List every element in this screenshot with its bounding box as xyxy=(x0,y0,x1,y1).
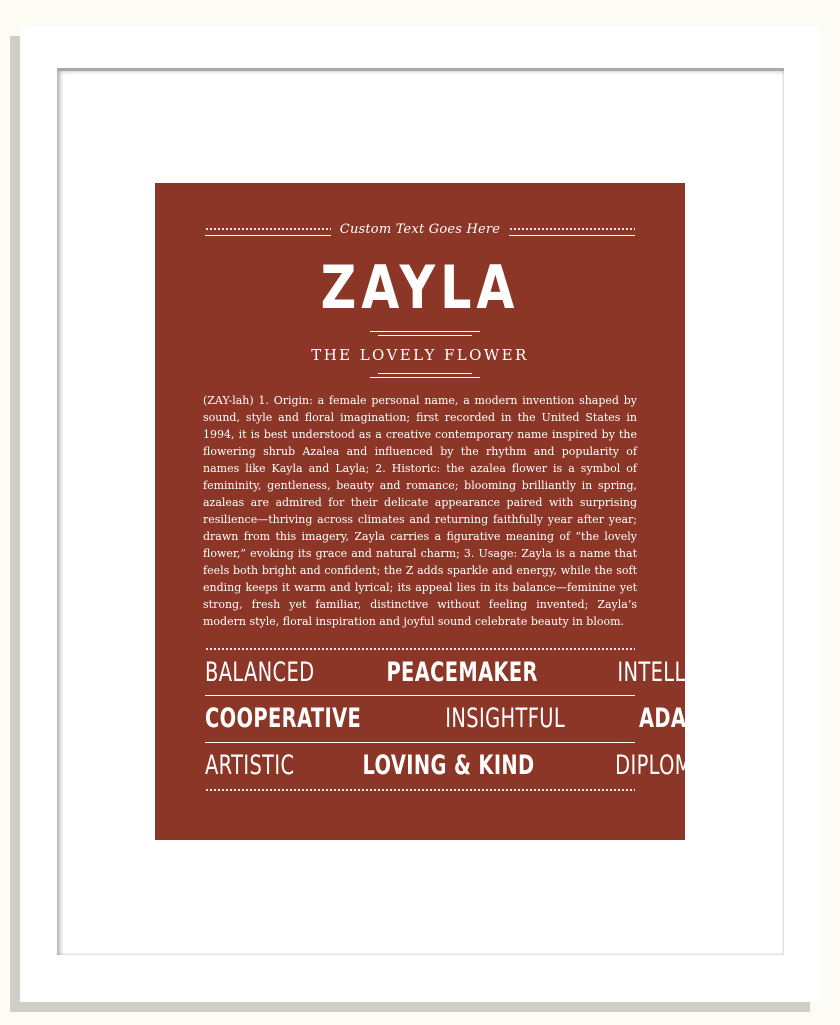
lower-double-rule xyxy=(370,373,480,378)
upper-double-rule xyxy=(370,331,480,336)
custom-text-row xyxy=(205,221,635,243)
trait-word: ADAPTABLE xyxy=(639,703,771,734)
trait-word: INSIGHTFUL xyxy=(445,703,565,734)
right-dotted-rule xyxy=(509,228,635,236)
name-print xyxy=(155,183,771,840)
trait-word: BALANCED xyxy=(205,657,315,688)
trait-divider-2 xyxy=(205,742,635,743)
trait-word: INTELLIGENT xyxy=(617,657,748,688)
trait-word: PEACEMAKER xyxy=(386,657,538,688)
trait-row-1 xyxy=(205,657,748,691)
left-dotted-rule xyxy=(205,228,331,236)
trait-divider-1 xyxy=(205,695,635,696)
trait-word: LOVING & KIND xyxy=(362,750,535,781)
name-definition: (ZAY-lah) 1. Origin: a female personal name, a modern invention shaped by sound, style and floral imagination; first recorded in the United States in 1994, it is best understood as a creative contemporary name inspired by the flowering shrub Azalea and influenced by the rhythm and popularity of names like Kayla and Layla; 2. Historic: the azalea flower is a symbol of femininity, gentleness, beauty and romance; blooming brilliantly in spring, azaleas are admired for their delicate appearance paired with surprising resilience—thriving across climates and returning faithfully year after year; drawn from this imagery, Zayla carries a figurative meaning of “the lovely flower,” evoking its grace and natural charm; 3. Usage: Zayla is a name that feels both bright and confident; the Z adds sparkle and energy, while the soft ending keeps it warm and lyrical; its appeal lies in its balance—feminine yet strong, fresh yet familiar, distinctive without feeling invented; Zayla’s modern style, floral inspiration and joyful sound celebrate beauty in bloom. xyxy=(203,394,637,628)
trait-row-3 xyxy=(205,750,737,784)
name-title: ZAYLA xyxy=(320,253,520,323)
dotted-rule-top xyxy=(205,648,635,650)
trait-word: COOPERATIVE xyxy=(205,703,362,734)
custom-text: Custom Text Goes Here xyxy=(339,221,501,237)
name-meaning: THE LOVELY FLOWER xyxy=(311,346,529,364)
mat-edge xyxy=(57,68,784,71)
dotted-rule-bottom xyxy=(205,789,635,791)
trait-word: DIPLOMATIC xyxy=(615,750,737,781)
trait-word: ARTISTIC xyxy=(205,750,295,781)
trait-row-2 xyxy=(205,703,771,737)
